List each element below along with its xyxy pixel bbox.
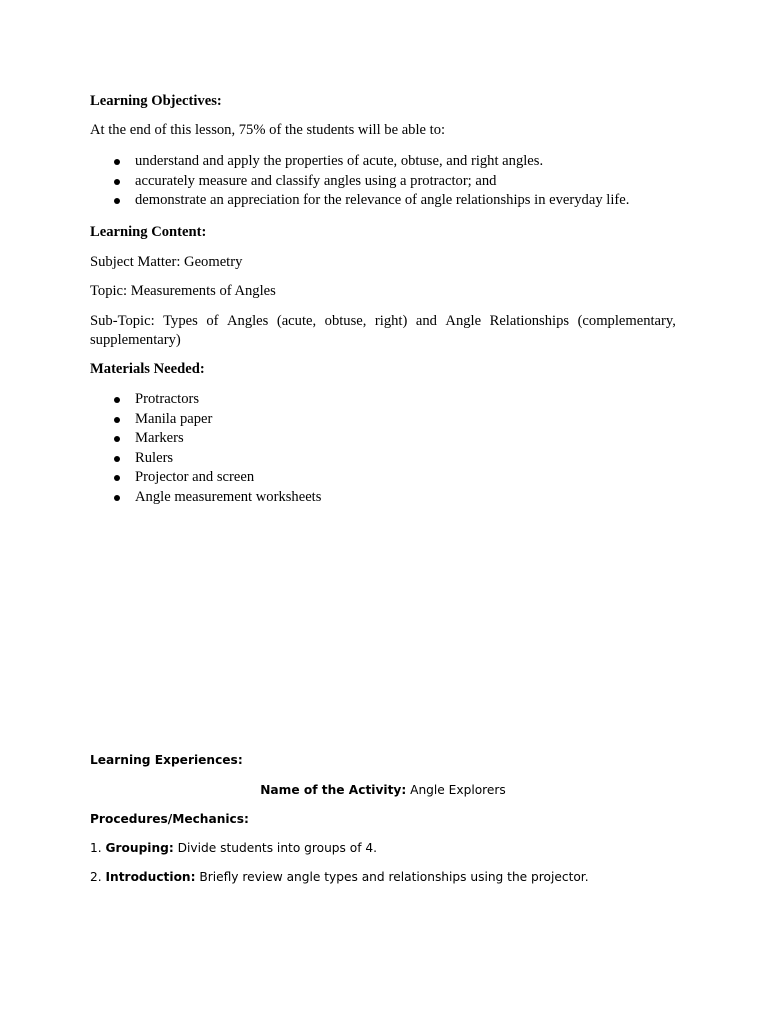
list-item: Manila paper [90,410,676,430]
list-item: Rulers [90,449,676,469]
topic: Topic: Measurements of Angles [90,283,276,299]
bullet-icon [114,397,120,403]
activity-name: Name of the Activity: Angle Explorers [260,783,506,797]
list-item: Angle measurement worksheets [90,488,676,508]
procedures-heading: Procedures/Mechanics: [90,812,249,826]
list-item: accurately measure and classify angles using a protractor; and [90,172,676,192]
subject-matter: Subject Matter: Geometry [90,254,243,270]
bullet-icon [114,179,120,185]
procedure-step: 1. Grouping: Divide students into groups of 4. [90,841,378,855]
learning-objectives-heading: Learning Objectives: [90,93,222,109]
bullet-icon [114,159,120,165]
list-item: demonstrate an appreciation for the relevance of angle relationships in everyday life. [90,191,676,211]
bullet-icon [114,456,120,462]
bullet-icon [114,417,120,423]
list-item: Markers [90,429,676,449]
materials-heading: Materials Needed: [90,361,205,377]
procedure-step: 2. Introduction: Briefly review angle types and relationships using the projector. [90,870,589,884]
bullet-icon [114,198,120,204]
bullet-icon [114,436,120,442]
sub-topic-line-1: Sub-Topic: Types of Angles (acute, obtuse, right) and Angle Relationships (complementary, [90,313,676,329]
list-item: understand and apply the properties of acute, obtuse, and right angles. [90,152,676,172]
bullet-icon [114,475,120,481]
list-item: Protractors [90,390,676,410]
list-item: Projector and screen [90,468,676,488]
bullet-icon [114,495,120,501]
learning-objectives-list [90,152,676,211]
learning-objectives-intro: At the end of this lesson, 75% of the students will be able to: [90,122,446,138]
learning-experiences-heading: Learning Experiences: [90,753,243,767]
learning-content-heading: Learning Content: [90,224,207,240]
sub-topic-line-2: supplementary) [90,332,181,348]
sub-topic [90,313,676,349]
materials-list [90,390,676,507]
